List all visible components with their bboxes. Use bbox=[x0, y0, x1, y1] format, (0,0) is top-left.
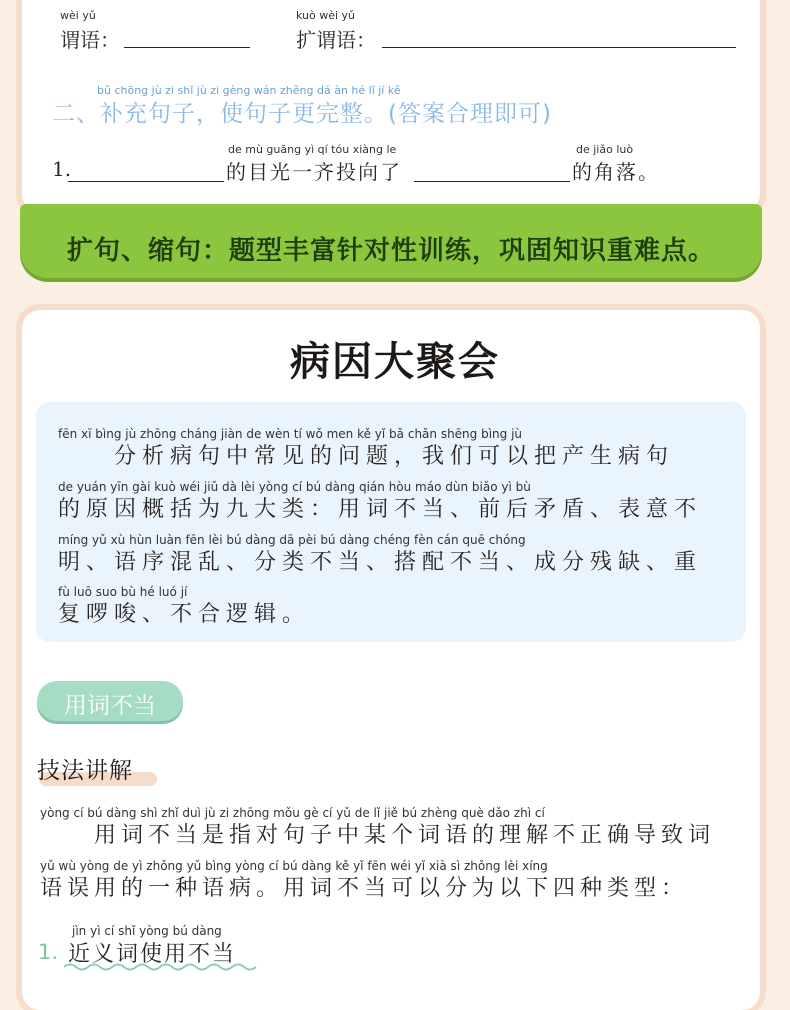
q1-mid-pinyin: de mù guāng yì qí tóu xiàng le bbox=[228, 143, 397, 156]
explain-row-2-pinyin: yǔ wù yòng de yì zhǒng yǔ bìng yòng cí bú dàng kě yǐ fēn wéi yǐ xià sì zhǒng lèi xíng bbox=[40, 859, 548, 873]
intro-row-4-text: 复啰唆、不合逻辑。 bbox=[58, 602, 311, 627]
explain-row-2-text: 语误用的一种语病。用词不当可以分为以下四种类型： bbox=[40, 876, 689, 901]
explain-row-1-pinyin: yòng cí bú dàng shì zhǐ duì jù zi zhōng mǒu gè cí yǔ de lǐ jiě bú zhèng què dǎo zhì cí bbox=[40, 806, 545, 820]
item1-pinyin: jìn yì cí shǐ yòng bú dàng bbox=[72, 924, 222, 938]
q1-end-text: 的角落。 bbox=[572, 160, 660, 184]
weiyu-pinyin: wèi yǔ bbox=[60, 9, 96, 22]
item1-wavy-underline bbox=[64, 962, 260, 972]
intro-row-2 bbox=[58, 479, 702, 525]
weiyu-label: 谓语： bbox=[60, 28, 120, 52]
intro-row-4 bbox=[58, 584, 310, 630]
method-heading-text: 技法讲解 bbox=[37, 758, 133, 784]
intro-row-4-pinyin: fù luō suo bù hé luó jí bbox=[58, 585, 188, 599]
intro-row-3-pinyin: míng yǔ xù hùn luàn fēn lèi bú dàng dā pèi bú dàng chéng fèn cán quē chóng bbox=[58, 533, 526, 547]
intro-row-1 bbox=[58, 426, 674, 472]
q1-mid-text: 的目光一齐投向了 bbox=[226, 160, 402, 184]
q1-number: 1. bbox=[52, 157, 72, 181]
intro-row-3-text: 明、语序混乱、分类不当、搭配不当、成分残缺、重 bbox=[58, 550, 703, 575]
section2-pinyin: bǔ chōng jù zi shǐ jù zi gèng wán zhěng dá àn hé lǐ jí kě bbox=[97, 84, 401, 97]
intro-row-2-pinyin: de yuán yīn gài kuò wéi jiǔ dà lèi yòng cí bú dàng qián hòu máo dùn biǎo yì bù bbox=[58, 480, 531, 494]
promo-banner bbox=[20, 204, 762, 278]
kuoweiyu-answer-blank[interactable] bbox=[382, 47, 736, 48]
q1-blank-1[interactable] bbox=[68, 181, 224, 182]
category-tag bbox=[37, 681, 183, 721]
explain-row-1 bbox=[40, 805, 715, 851]
section2-title: 二、补充句子，使句子更完整。(答案合理即可) bbox=[52, 101, 552, 127]
category-tag-label: 用词不当 bbox=[64, 693, 156, 719]
item1-number: 1. bbox=[38, 940, 59, 964]
page-title: 病因大聚会 bbox=[290, 338, 500, 385]
kuoweiyu-label: 扩谓语： bbox=[296, 28, 376, 52]
intro-row-3 bbox=[58, 532, 702, 578]
weiyu-answer-blank[interactable] bbox=[124, 47, 250, 48]
method-heading bbox=[37, 752, 133, 786]
q1-blank-2[interactable] bbox=[414, 181, 570, 182]
intro-row-1-text: 分析病句中常见的问题，我们可以把产生病句 bbox=[58, 444, 675, 469]
explain-row-2 bbox=[40, 858, 688, 904]
intro-row-2-text: 的原因概括为九大类：用词不当、前后矛盾、表意不 bbox=[58, 497, 703, 522]
banner-text: 扩句、缩句：题型丰富针对性训练，巩固知识重难点。 bbox=[66, 236, 715, 266]
explain-row-1-text: 用词不当是指对句子中某个词语的理解不正确导致词 bbox=[40, 823, 716, 848]
q1-end-pinyin: de jiǎo luò bbox=[576, 143, 634, 156]
kuoweiyu-pinyin: kuò wèi yǔ bbox=[296, 9, 356, 22]
intro-row-1-pinyin: fēn xī bìng jù zhōng cháng jiàn de wèn tí wǒ men kě yǐ bǎ chǎn shēng bìng jù bbox=[58, 427, 523, 441]
item1-text: 近义词使用不当 bbox=[68, 942, 237, 967]
